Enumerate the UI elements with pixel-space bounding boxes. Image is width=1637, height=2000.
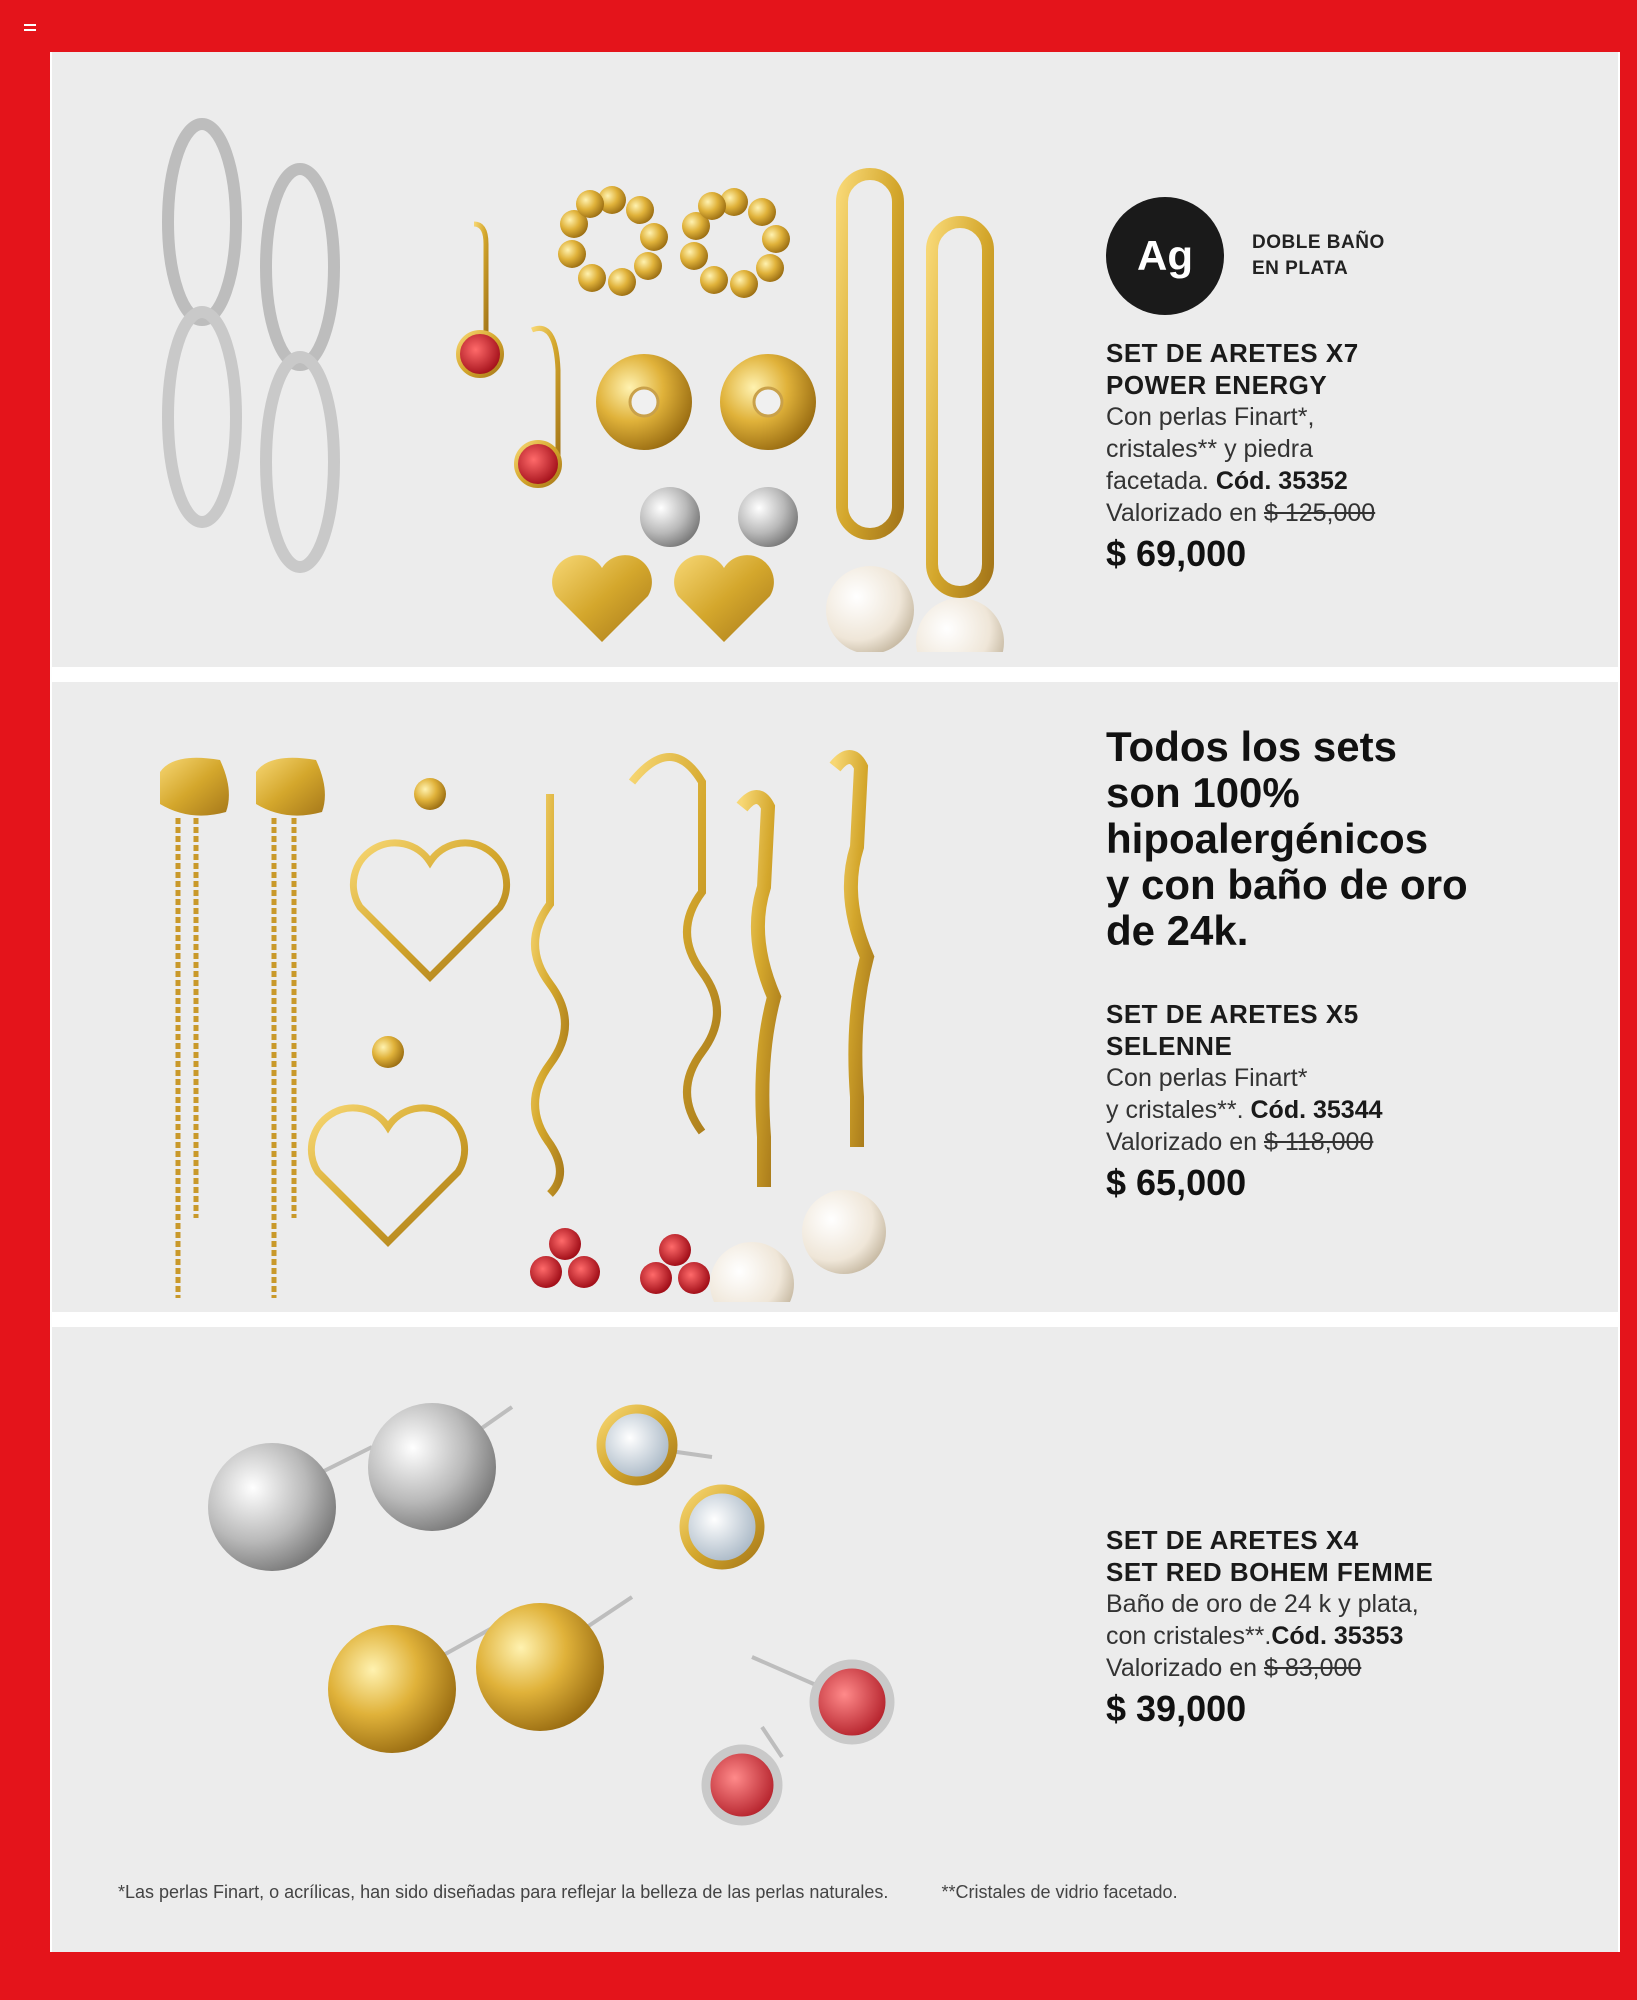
old-price: $ 83,000 bbox=[1263, 1654, 1362, 1682]
product-info-red-bohem-femme bbox=[1106, 1524, 1566, 1732]
old-price: $ 125,000 bbox=[1263, 499, 1376, 527]
product-title: SET DE ARETES X7 bbox=[1106, 338, 1359, 368]
footnote-crystals: **Cristales de vidrio facetado. bbox=[941, 1882, 1178, 1902]
silver-plating-badge bbox=[1106, 197, 1566, 315]
product-description: Baño de oro de 24 k y plata, con cristales**.Cód. 35353 Valorizado en $ 83,000 bbox=[1106, 1590, 1419, 1682]
product-code: Cód. 35344 bbox=[1250, 1096, 1383, 1124]
old-price: $ 118,000 bbox=[1263, 1128, 1374, 1156]
product-subtitle: POWER ENERGY bbox=[1106, 370, 1328, 400]
footnotes bbox=[118, 1882, 1226, 1903]
product-price: $ 69,000 bbox=[1106, 533, 1247, 574]
product-info-power-energy bbox=[1106, 197, 1566, 577]
product-code: Cód. 35353 bbox=[1271, 1622, 1404, 1650]
product-price: $ 65,000 bbox=[1106, 1162, 1247, 1203]
product-info-selenne bbox=[1106, 724, 1566, 1206]
product-subtitle: SELENNE bbox=[1106, 1031, 1233, 1061]
product-panel-selenne bbox=[52, 682, 1618, 1312]
product-price: $ 39,000 bbox=[1106, 1688, 1247, 1729]
silver-symbol-icon: Ag bbox=[1106, 197, 1224, 315]
badge-text: DOBLE BAÑO EN PLATA bbox=[1252, 232, 1385, 279]
earrings-set-x5-image bbox=[132, 722, 1032, 1302]
catalog-page bbox=[50, 52, 1620, 1952]
product-description: Con perlas Finart*, cristales** y piedra facetada. Cód. 35352 Valorizado en $ 125,000 bbox=[1106, 403, 1376, 527]
product-title: SET DE ARETES X5 bbox=[1106, 999, 1359, 1029]
earrings-set-x4-image bbox=[132, 1367, 1052, 1887]
product-code: Cód. 35352 bbox=[1215, 467, 1348, 495]
menu-icon[interactable] bbox=[24, 24, 36, 34]
product-subtitle: SET RED BOHEM FEMME bbox=[1106, 1557, 1434, 1587]
product-panel-power-energy bbox=[52, 52, 1618, 667]
footnote-pearls: *Las perlas Finart, o acrílicas, han sido diseñadas para reflejar la belleza de las perlas naturales. bbox=[118, 1882, 889, 1902]
earrings-set-x7-image bbox=[132, 92, 1032, 652]
product-description: Con perlas Finart* y cristales**. Cód. 35344 Valorizado en $ 118,000 bbox=[1106, 1064, 1383, 1156]
product-panel-red-bohem-femme bbox=[52, 1327, 1618, 1952]
hypoallergenic-headline: Todos los sets son 100% hipoalergénicos y con baño de oro de 24k. bbox=[1106, 723, 1468, 954]
product-title: SET DE ARETES X4 bbox=[1106, 1525, 1359, 1555]
